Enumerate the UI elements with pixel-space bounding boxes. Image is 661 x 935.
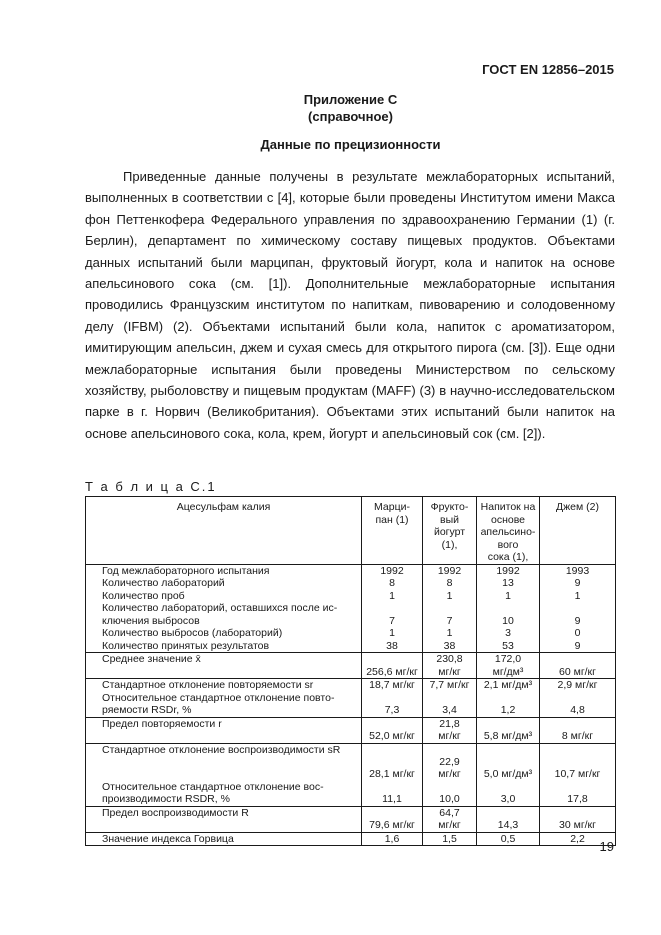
cell-value: 172,0 мг/дм³ — [477, 653, 540, 679]
table-row — [86, 590, 616, 603]
table-group-repeatability-limit — [86, 717, 616, 743]
cell-value: 1 — [362, 590, 423, 603]
table-row — [86, 692, 616, 718]
cell-value: 5,8 мг/дм³ — [477, 717, 540, 743]
row-label: Стандартное отклонение повторяемости sr — [86, 679, 362, 692]
header-text: Напиток на основе апельсино- вого сока (1), — [480, 501, 536, 563]
header-text: Фрукто- вый йогурт (1), — [430, 501, 469, 551]
row-label: Количество принятых результатов — [86, 640, 362, 653]
cell-value: 38 — [362, 640, 423, 653]
cell-value: 1 — [423, 590, 477, 603]
row-label: Количество выбросов (лабораторий) — [86, 627, 362, 640]
cell-value: 9 — [540, 577, 616, 590]
cell-value: 2,2 — [540, 832, 616, 846]
cell-value: 0,5 — [477, 832, 540, 846]
cell-value: 1992 — [477, 564, 540, 577]
table-row — [86, 781, 616, 807]
cell-value: 0 — [540, 627, 616, 640]
header-cell — [362, 497, 423, 565]
header-cell — [540, 497, 616, 565]
table-row — [86, 806, 616, 832]
cell-value: 3,4 — [423, 692, 477, 718]
cell-value: 79,6 мг/кг — [362, 806, 423, 832]
body-text — [85, 166, 615, 444]
cell-value: 17,8 — [540, 781, 616, 807]
standard-number: ГОСТ EN 12856–2015 — [482, 62, 614, 77]
cell-value: 230,8 мг/кг — [423, 653, 477, 679]
cell-value: 38 — [423, 640, 477, 653]
cell-value: 5,0 мг/дм³ — [477, 743, 540, 781]
row-label: Количество лабораторий — [86, 577, 362, 590]
header-cell — [86, 497, 362, 565]
cell-value: 8 — [423, 577, 477, 590]
cell-value: 22,9 мг/кг — [423, 743, 477, 781]
table-group-general — [86, 564, 616, 653]
cell-value: 9 — [540, 640, 616, 653]
cell-value: 64,7 мг/кг — [423, 806, 477, 832]
appendix-heading — [0, 91, 661, 125]
cell-value: 2,9 мг/кг — [540, 679, 616, 692]
table-row — [86, 717, 616, 743]
cell-value: 10,0 — [423, 781, 477, 807]
section-title: Данные по прецизионности — [260, 137, 441, 152]
cell-value: 1993 — [540, 564, 616, 577]
table-group-repeatability — [86, 679, 616, 718]
cell-value: 1 — [477, 590, 540, 603]
cell-value: 14,3 — [477, 806, 540, 832]
table-row — [86, 653, 616, 679]
cell-value: 18,7 мг/кг — [362, 679, 423, 692]
cell-value: 1992 — [362, 564, 423, 577]
cell-value: 3,0 — [477, 781, 540, 807]
table-row — [86, 832, 616, 846]
table-group-reproducibility-limit — [86, 806, 616, 832]
cell-value: 28,1 мг/кг — [362, 743, 423, 781]
cell-value: 7,3 — [362, 692, 423, 718]
cell-value: 7 — [423, 602, 477, 627]
cell-value: 52,0 мг/кг — [362, 717, 423, 743]
cell-value: 3 — [477, 627, 540, 640]
table-caption: Т а б л и ц а С.1 — [85, 479, 217, 494]
cell-value: 1 — [423, 627, 477, 640]
row-label: Количество проб — [86, 590, 362, 603]
row-label: Количество лабораторий, оставшихся после ис- ключения выбросов — [86, 602, 362, 627]
cell-value: 9 — [540, 602, 616, 627]
page-number: 19 — [599, 839, 614, 854]
appendix-subtitle: (справочное) — [308, 109, 393, 124]
table-row — [86, 602, 616, 627]
appendix-title: Приложение С — [303, 92, 398, 107]
table-row — [86, 640, 616, 653]
cell-value: 1 — [540, 590, 616, 603]
cell-value: 7,7 мг/кг — [423, 679, 477, 692]
table-row — [86, 564, 616, 577]
cell-value: 8 мг/кг — [540, 717, 616, 743]
cell-value: 4,8 — [540, 692, 616, 718]
cell-value: 256,6 мг/кг — [362, 653, 423, 679]
row-label: Год межлабораторного испытания — [86, 564, 362, 577]
header-text: Ацесульфам калия — [176, 501, 271, 513]
cell-value: 21,8 мг/кг — [423, 717, 477, 743]
row-label: Предел повторяемости r — [86, 717, 362, 743]
header-cell — [477, 497, 540, 565]
cell-value: 10,7 мг/кг — [540, 743, 616, 781]
body-paragraph: Приведенные данные получены в результате межлабораторных испытаний, выполненных в соответствии с [4], которые были проведены Институтом имени Макса фон Петтенкофера Федерального управления по здравоохранению Германии (1) (г. Берлин), департамент по химическому составу пищевых продуктов. Объектами данных испытаний были марципан, фруктовый йогурт, кола и напиток на основе апельсинового сока (см. [1]). Дополнительные межлабораторные испытания проводились Французским институтом по напиткам, пивоварению и солодовенному делу (IFBM) (2). Объектами испытаний были кола, напиток с ароматизатором, имитирующим апельсин, джем и сухая смесь для открытого пирога (см. [3]). Еще одни межлабораторные испытания были проведены Министерством по сельскому хозяйству, рыболовству и пищевым продуктам (MAFF) (3) в научно-исследовательском парке в г. Норвич (Великобритания). Объектами этих испытаний были напиток на основе апельсинового сока, кола, крем, йогурт и апельсиновый сок (см. [2]). — [85, 169, 615, 441]
cell-value: 60 мг/кг — [540, 653, 616, 679]
row-label: Предел воспроизводимости R — [86, 806, 362, 832]
cell-value: 7 — [362, 602, 423, 627]
table-row — [86, 627, 616, 640]
cell-value: 1,6 — [362, 832, 423, 846]
row-label: Среднее значение x̄ — [86, 653, 362, 679]
table-row — [86, 577, 616, 590]
precision-table — [85, 496, 616, 846]
cell-value: 2,1 мг/дм³ — [477, 679, 540, 692]
row-label: Относительное стандартное отклонение повто- ряемости RSDr, % — [86, 692, 362, 718]
cell-value: 8 — [362, 577, 423, 590]
table-row — [86, 679, 616, 692]
header-cell — [423, 497, 477, 565]
table-group-reproducibility — [86, 743, 616, 806]
cell-value: 1,5 — [423, 832, 477, 846]
cell-value: 53 — [477, 640, 540, 653]
cell-value: 1,2 — [477, 692, 540, 718]
table-row — [86, 743, 616, 781]
cell-value: 1992 — [423, 564, 477, 577]
table-group-horwitz — [86, 832, 616, 846]
row-label: Стандартное отклонение воспроизводимости sR — [86, 743, 362, 781]
cell-value: 13 — [477, 577, 540, 590]
table-group-mean — [86, 653, 616, 679]
cell-value: 11,1 — [362, 781, 423, 807]
cell-value: 1 — [362, 627, 423, 640]
cell-value: 30 мг/кг — [540, 806, 616, 832]
row-label: Относительное стандартное отклонение вос- производимости RSDR, % — [86, 781, 362, 807]
table-header-row — [86, 497, 616, 565]
header-text: Джем (2) — [556, 501, 599, 513]
row-label: Значение индекса Горвица — [86, 832, 362, 846]
cell-value: 10 — [477, 602, 540, 627]
header-text: Марци- пан (1) — [374, 501, 410, 526]
